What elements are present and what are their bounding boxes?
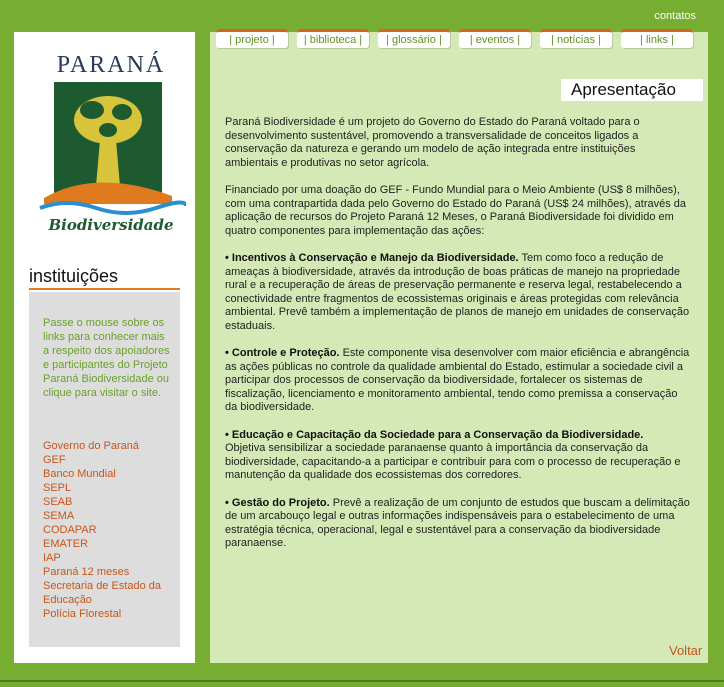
institution-link[interactable]: SEAB: [43, 496, 73, 508]
tab-label[interactable]: | glossário |: [386, 34, 442, 46]
component-text: Prevê a realização de um conjunto de estudos que buscam a delimitação de um arcabouço legal e outras informações indispensáveis para o estabelecimento de uma estratégia técnica, operacional, legal e sustentável para a conservação da biodiversidade paranaense.: [225, 496, 690, 550]
tab-projeto[interactable]: [216, 29, 288, 48]
institution-link[interactable]: IAP: [43, 552, 61, 564]
footer-divider: [0, 680, 724, 682]
list-item: [43, 481, 173, 495]
list-item: [43, 523, 173, 537]
tab-biblioteca[interactable]: [297, 29, 369, 48]
list-item: [43, 509, 173, 523]
component-heading: • Controle e Proteção.: [225, 347, 340, 360]
list-item: [43, 453, 173, 467]
tab-label[interactable]: | projeto |: [229, 34, 275, 46]
tab-label[interactable]: | eventos |: [469, 34, 521, 46]
component-heading: • Gestão do Projeto.: [225, 496, 330, 509]
parana-biodiversidade-logo[interactable]: [36, 48, 186, 238]
institution-link[interactable]: EMATER: [43, 538, 89, 550]
component-heading: • Educação e Capacitação da Sociedade para a Conservação da Biodiversidade.: [225, 428, 644, 441]
institution-link[interactable]: SEPL: [43, 482, 72, 494]
list-item: [43, 439, 173, 453]
list-item: [43, 565, 173, 579]
component-paragraph: [225, 347, 690, 415]
institutions-intro: Passe o mouse sobre os links para conhecer mais a respeito dos apoiadores e participantes do Projeto Paraná Biodiversidade ou clique para visitar o site.: [43, 317, 170, 399]
institutions-title: instituições: [29, 266, 119, 286]
component-paragraph: [225, 429, 690, 483]
tab-noticias[interactable]: [540, 29, 612, 48]
contact-link[interactable]: contatos: [654, 10, 696, 22]
footer-bar: [0, 663, 724, 687]
tab-links[interactable]: [621, 29, 693, 48]
institution-link[interactable]: Secretaria de Estado da Educação: [43, 580, 162, 606]
tab-eventos[interactable]: [459, 29, 531, 48]
paragraph: Financiado por uma doação do GEF - Fundo Mundial para o Meio Ambiente (US$ 8 milhões), com uma contrapartida dada pelo Governo do Estado do Paraná (US$ 24 milhões), através da aplicação de recursos do Projeto Paraná 12 Meses, o Paraná Biodiversidade foi dividido em quatro componentes para implementação das ações:: [225, 183, 687, 237]
article-body: [225, 116, 690, 565]
paragraph: Paraná Biodiversidade é um projeto do Governo do Estado do Paraná voltado para o desenvolvimento sustentável, promovendo a transversalidade de conceitos ligados a conservação da natureza e gerando um modelo de ação integrada entre instituições ambientais e produtivas no setor agrícola.: [225, 116, 640, 169]
institution-link[interactable]: GEF: [43, 454, 66, 466]
list-item: [43, 537, 173, 551]
tab-glossario[interactable]: [378, 29, 450, 48]
institution-link[interactable]: Banco Mundial: [43, 468, 116, 480]
component-heading: • Incentivos à Conservação e Manejo da Biodiversidade.: [225, 251, 519, 264]
page-title: Apresentação: [571, 80, 676, 99]
institution-link[interactable]: Paraná 12 meses: [43, 566, 130, 578]
tab-label[interactable]: | links |: [640, 34, 674, 46]
institution-link[interactable]: CODAPAR: [43, 524, 97, 536]
institutions-link-list: [43, 439, 173, 621]
list-item: [43, 495, 173, 509]
header-bar: [0, 0, 724, 32]
list-item: [43, 579, 173, 607]
institution-link[interactable]: SEMA: [43, 510, 75, 522]
institution-link[interactable]: Governo do Paraná: [43, 440, 140, 452]
back-link[interactable]: Voltar: [669, 643, 703, 658]
list-item: [43, 551, 173, 565]
list-item: [43, 607, 173, 621]
component-text: Objetiva sensibilizar a sociedade paranaense quanto à importância da conservação da biodiversidade, capacitando-a a participar e contribuir para com o processo de recuperação e manutenção da qualidade dos ecossistemas dos corredores.: [225, 442, 681, 482]
logo-subtitle: Biodiversidade: [48, 216, 174, 234]
component-paragraph: [225, 497, 690, 551]
component-text: Tem como foco a redução de ameaças à biodiversidade, através da introdução de boas práticas de manejo na propriedade rural e a recuperação de áreas de preservação permanente e reserva legal, restabelecendo a conectividade entre fragmentos de ecossistemas originais e áreas protegidas com relevância ambiental. Prevê também a implementação de planos de manejo em unidades de conservação estaduais.: [225, 251, 690, 332]
component-paragraph: [225, 252, 690, 334]
logo-wordmark: PARANÁ: [56, 52, 166, 78]
institutions-title-rule: [29, 288, 180, 290]
institution-link[interactable]: Polícia Florestal: [43, 608, 122, 620]
tab-label[interactable]: | notícias |: [551, 34, 601, 46]
component-text: Este componente visa desenvolver com maior eficiência e abrangência as ações públicas no controle da qualidade ambiental do Estado, estimular a sociedade civil a participar dos processos de conservação da biodiversidade, fortalecer os sistemas de fiscalização, licenciamento e monitoramento ambiental, tendo como premissa a conservação da biodiversidade.: [225, 347, 690, 414]
list-item: [43, 467, 173, 481]
tab-label[interactable]: | biblioteca |: [303, 34, 363, 46]
tree-logo-icon: [36, 48, 186, 218]
